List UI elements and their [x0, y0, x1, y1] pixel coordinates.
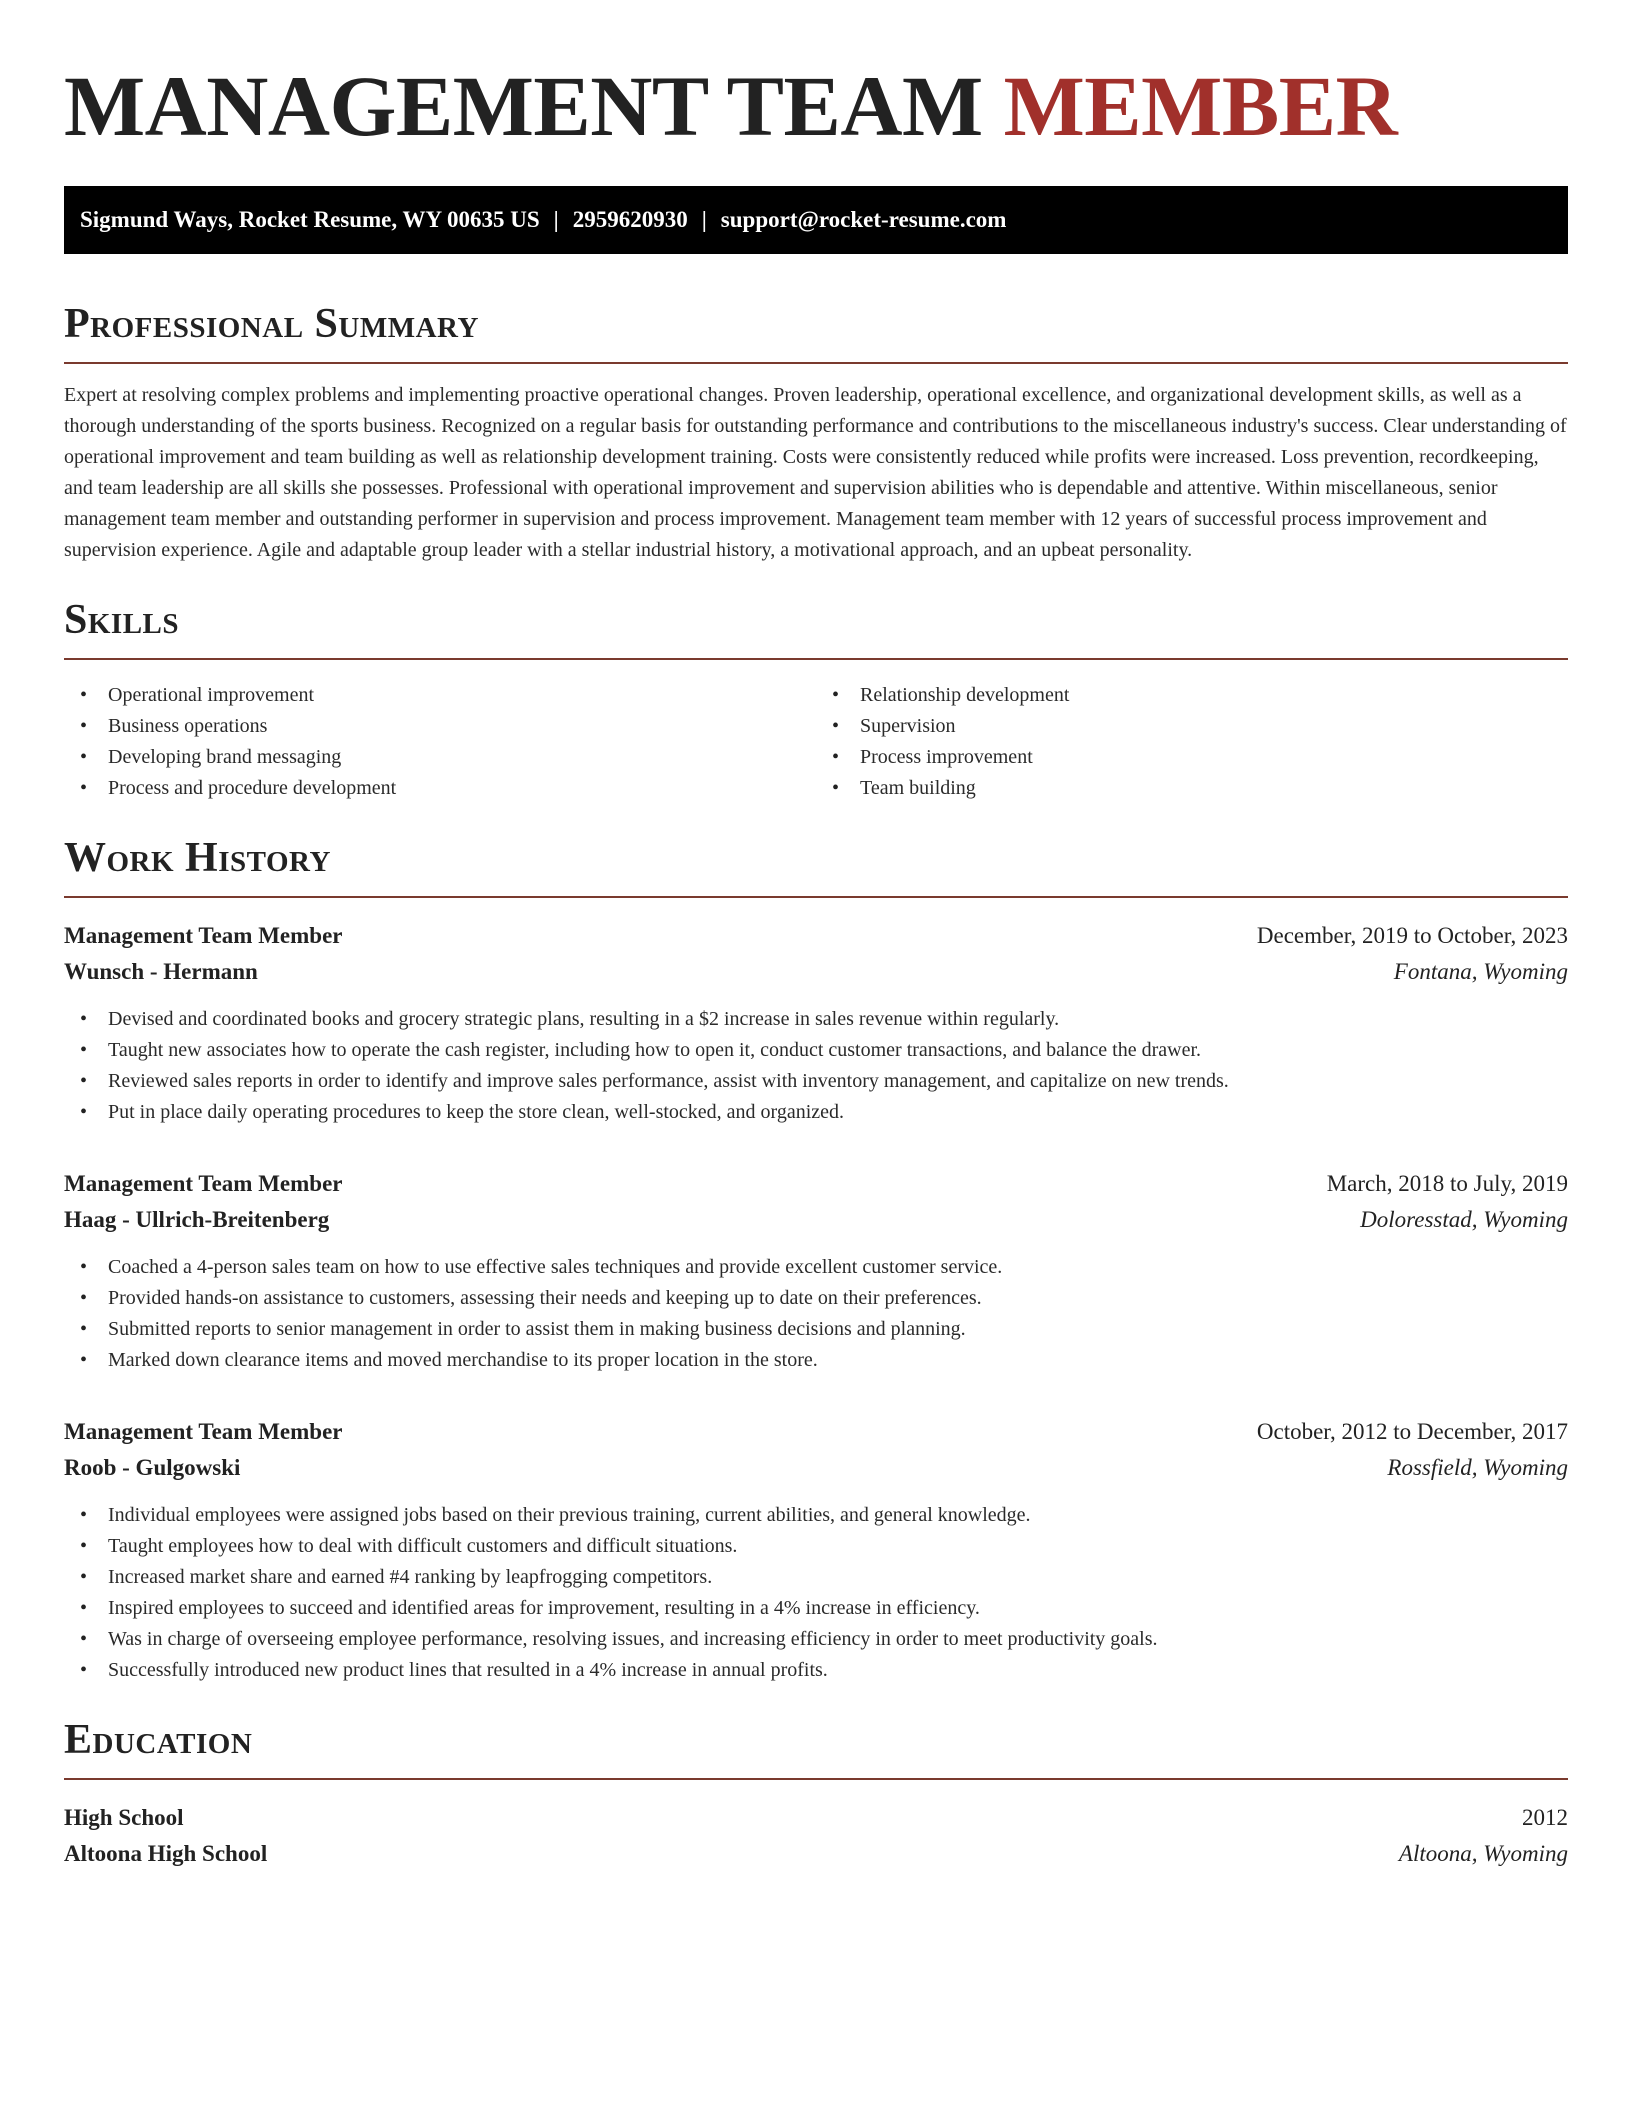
skill-item: • Supervision: [832, 711, 1568, 742]
section-divider: [64, 1778, 1568, 1780]
job-bullet: • Inspired employees to succeed and identified areas for improvement, resulting in a 4% increase in efficiency.: [80, 1593, 1568, 1624]
job-company: Haag - Ullrich-Breitenberg: [64, 1207, 330, 1232]
section-divider: [64, 658, 1568, 660]
job-bullet: • Was in charge of overseeing employee performance, resolving issues, and increasing efficiency in order to meet productivity goals.: [80, 1624, 1568, 1655]
skill-item: • Process improvement: [832, 742, 1568, 773]
resume-title: [64, 58, 1568, 154]
job-dates: October, 2012 to December, 2017: [1256, 1419, 1568, 1444]
job-bullet: • Submitted reports to senior management in order to assist them in making business decisions and planning.: [80, 1314, 1568, 1345]
skill-item: • Operational improvement: [80, 680, 816, 711]
resume-page: [64, 0, 1568, 1872]
job-entry: [64, 1414, 1568, 1686]
job-bullet: • Marked down clearance items and moved merchandise to its proper location in the store.: [80, 1345, 1568, 1376]
contact-email: support@rocket-resume.com: [720, 207, 1007, 232]
job-title: Management Team Member: [64, 1171, 343, 1196]
job-title: Management Team Member: [64, 1419, 343, 1444]
job-location: Doloresstad, Wyoming: [1360, 1207, 1568, 1232]
job-bullets: [64, 1004, 1568, 1128]
skill-item: • Developing brand messaging: [80, 742, 816, 773]
job-bullet: • Taught new associates how to operate the cash register, including how to open it, conduct customer transactions, and balance the drawer.: [80, 1035, 1568, 1066]
job-location: Rossfield, Wyoming: [1387, 1455, 1568, 1480]
skills-column-left: [64, 680, 816, 804]
skills-list: [64, 680, 1568, 804]
contact-address: Sigmund Ways, Rocket Resume, WY 00635 US: [80, 207, 540, 232]
contact-phone: 2959620930: [572, 207, 688, 232]
education-school: Altoona High School: [64, 1841, 268, 1866]
job-bullet: • Successfully introduced new product lines that resulted in a 4% increase in annual profits.: [80, 1655, 1568, 1686]
education-entry: [64, 1800, 1568, 1872]
job-location: Fontana, Wyoming: [1393, 959, 1568, 984]
skill-item: • Business operations: [80, 711, 816, 742]
summary-text: Expert at resolving complex problems and implementing proactive operational changes. Proven leadership, operational excellence, and organizational development skills, as well as a thorough understanding of the sports business. Recognized on a regular basis for outstanding performance and contributions to the miscellaneous industry's success. Clear understanding of operational improvement and team building as well as relationship development training. Costs were consistently reduced while profits were increased. Loss prevention, recordkeeping, and team leadership are all skills she possesses. Professional with operational improvement and supervision abilities who is dependable and attentive. Within miscellaneous, senior management team member and outstanding performer in supervision and process improvement. Management team member with 12 years of successful process improvement and supervision experience. Agile and adaptable group leader with a stellar industrial history, a motivational approach, and an upbeat personality.: [64, 384, 1567, 561]
job-bullet: • Put in place daily operating procedures to keep the store clean, well-stocked, and organized.: [80, 1097, 1568, 1128]
title-accent: MEMBER: [1003, 58, 1398, 154]
job-bullet: • Individual employees were assigned jobs based on their previous training, current abilities, and general knowledge.: [80, 1500, 1568, 1531]
job-bullets: [64, 1252, 1568, 1376]
section-divider: [64, 362, 1568, 364]
job-bullet: • Devised and coordinated books and grocery strategic plans, resulting in a $2 increase in sales revenue within regularly.: [80, 1004, 1568, 1035]
job-bullet: • Provided hands-on assistance to customers, assessing their needs and keeping up to date on their preferences.: [80, 1283, 1568, 1314]
skill-item: • Process and procedure development: [80, 773, 816, 804]
job-company: Wunsch - Hermann: [64, 959, 258, 984]
skill-item: • Relationship development: [832, 680, 1568, 711]
education-degree: High School: [64, 1805, 184, 1830]
skills-column-right: [816, 680, 1568, 804]
job-bullet: • Increased market share and earned #4 ranking by leapfrogging competitors.: [80, 1562, 1568, 1593]
contact-separator: |: [701, 207, 707, 232]
job-bullets: [64, 1500, 1568, 1686]
job-title: Management Team Member: [64, 923, 343, 948]
job-dates: December, 2019 to October, 2023: [1256, 923, 1568, 948]
education-location: Altoona, Wyoming: [1398, 1841, 1568, 1866]
summary-heading: Professional Summary: [64, 301, 479, 347]
contact-bar: [64, 186, 1568, 254]
title-main: MANAGEMENT TEAM: [64, 58, 983, 154]
contact-separator: |: [553, 207, 559, 232]
job-entry: [64, 1166, 1568, 1376]
job-bullet: • Reviewed sales reports in order to identify and improve sales performance, assist with inventory management, and capitalize on new trends.: [80, 1066, 1568, 1097]
job-bullet: • Coached a 4-person sales team on how to use effective sales techniques and provide excellent customer service.: [80, 1252, 1568, 1283]
job-entry: [64, 918, 1568, 1128]
job-dates: March, 2018 to July, 2019: [1326, 1171, 1568, 1196]
work-history-heading: Work History: [64, 835, 331, 881]
job-company: Roob - Gulgowski: [64, 1455, 241, 1480]
section-divider: [64, 896, 1568, 898]
education-heading: Education: [64, 1717, 253, 1763]
skill-item: • Team building: [832, 773, 1568, 804]
education-year: 2012: [1522, 1805, 1568, 1830]
skills-heading: Skills: [64, 597, 180, 643]
job-bullet: • Taught employees how to deal with difficult customers and difficult situations.: [80, 1531, 1568, 1562]
